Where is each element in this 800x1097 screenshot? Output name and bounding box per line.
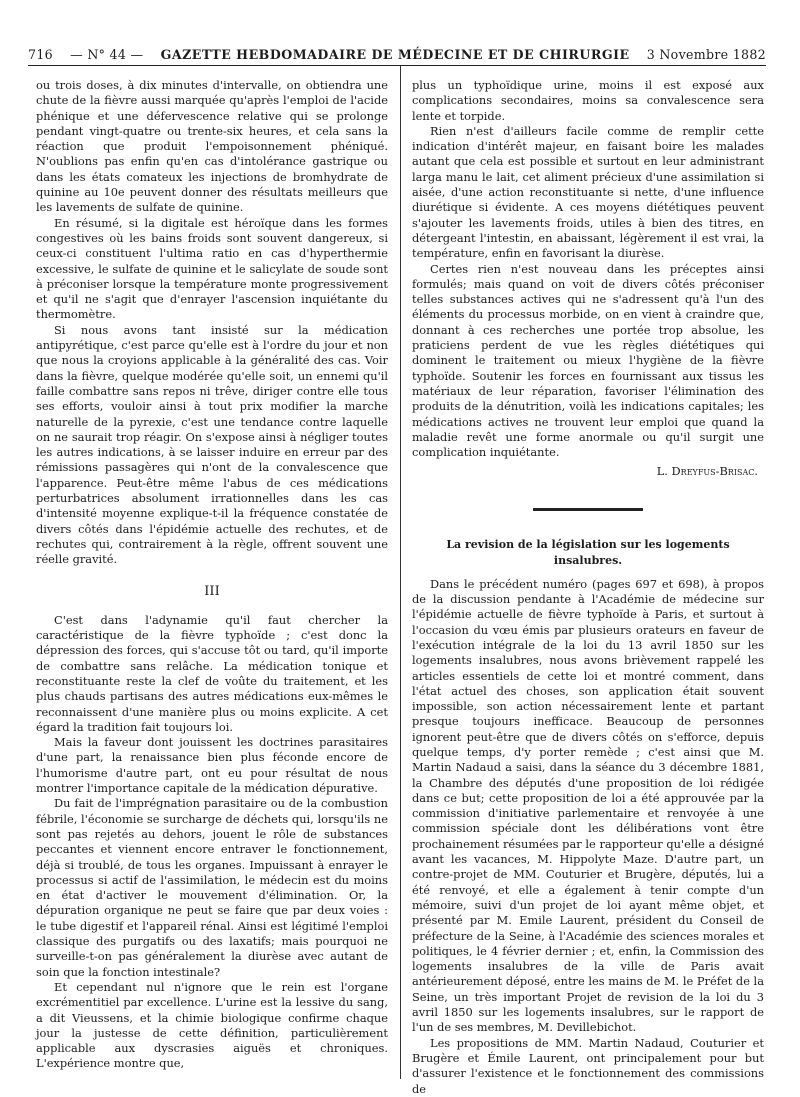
page-number: 716 (28, 47, 53, 62)
author-signature: L. Dreyfus-Brisac. (656, 464, 758, 479)
paragraph: plus un typhoïdique urine, moins il est exposé aux complications secondaires, moins sa convalescence sera lente et torpide. (412, 78, 764, 123)
left-column (36, 78, 388, 1072)
issue-number: — N° 44 — (70, 47, 144, 62)
paragraph: Certes rien n'est nouveau dans les préceptes ainsi formulés; mais quand on voit de divers côtés préconiser telles substances actives qui ne s'adressent qu'à l'un des éléments du processus morbide, on en vient à craindre que, donnant à ces recherches une portée trop absolue, les praticiens perdent de vue les règles diététiques qui dominent le traitement ou mieux l'hygiène de la fièvre typhoïde. Soutenir les forces en fournissant aux tissus les matériaux de leur réparation, favoriser l'élimination des produits de la dénutrition, voilà les indications capitales; les médications actives ne trouvent leur emploi que quand la maladie revêt une forme anormale ou qu'il surgit une complication inquiétante. (412, 261, 764, 460)
paragraph: Dans le précédent numéro (pages 697 et 698), à propos de la discussion pendante à l'Académie de médecine sur l'épidémie actuelle de fièvre typhoïde à Paris, et surtout à l'occasion du vœu émis par plusieurs orateurs en faveur de l'exécution intégrale de la loi du 13 avril 1850 sur les logements insalubres, nous avons brièvement rappelé les articles essentiels de cette loi et montré comment, dans l'état actuel des choses, son application était souvent impossible, son action nécessairement lente et partant presque toujours inefficace. Beaucoup de personnes ignorent peut-être que de divers côtés on s'efforce, depuis quelque temps, d'y porter remède ; c'est ainsi que M. Martin Nadaud a saisi, dans la séance du 3 décembre 1881, la Chambre des députés d'une proposition de loi rédigée dans ce but; cette proposition de loi a été approuvée par la commission d'initiative parlementaire et renvoyée à une commission spéciale dont les délibérations vont être prochainement résumées par le rapporteur qu'elle a désigné avant les vacances, M. Hippolyte Maze. D'autre part, un contre-projet de MM. Couturier et Brugère, députés, lui a été renvoyé, et elle a également à tenir compte d'un mémoire, suivi d'un projet de loi ayant même objet, et présenté par M. Emile Laurent, président du Conseil de préfecture de la Seine, à l'Académie des sciences morales et politiques, le 4 février dernier ; et, enfin, la Commission des logements insalubres de la ville de Paris avait antérieurement déposé, entre les mains de M. le Préfet de la Seine, un très important Projet de revision de la loi du 3 avril 1850 sur les logements insalubres, sur le rapport de l'un de ses membres, M. Devillebichot. (412, 576, 764, 1035)
article-separator (533, 508, 643, 511)
paragraph: Et cependant nul n'ignore que le rein est l'organe excrémentitiel par excellence. L'urine est la lessive du sang, a dit Vieussens, et la chimie biologique confirme chaque jour la justesse de cette définition, particulièrement applicable aux dyscrasies aiguës et chroniques. L'expérience montre que, (36, 979, 388, 1071)
paragraph: ou trois doses, à dix minutes d'intervalle, on obtiendra une chute de la fièvre aussi marquée qu'après l'emploi de l'acide phénique et une défervescence relative qui se prolonge pendant vingt-quatre ou trente-six heures, et cela sans la réaction que produit l'empoisonnement phéniqué. N'oublions pas enfin qu'en cas d'intolérance gastrique ou dans les états comateux les injections de bromhydrate de quinine au 10e peuvent donner des résultats meilleurs que les lavements de sulfate de quinine. (36, 78, 388, 215)
right-column (412, 78, 764, 1097)
page-header (28, 40, 766, 66)
paragraph: Du fait de l'imprégnation parasitaire ou de la combustion fébrile, l'économie se surcharge de déchets qui, lorsqu'ils ne sont pas rejetés au dehors, jouent le rôle de substances peccantes et viennent encore entraver le fonctionnement, déjà si troublé, de tous les organes. Impuissant à enrayer le processus si actif de l'assimilation, le médecin est du moins en état d'activer le mouvement d'élimination. Or, la dépuration organique ne peut se faire que par deux voies : le tube digestif et l'appareil rénal. Ainsi est légitimé l'emploi classique des purgatifs ou des laxatifs; mais pourquoi ne surveille-t-on pas généralement la diurèse avec autant de soin que la fonction intestinale? (36, 796, 388, 979)
issue-date: 3 Novembre 1882 (646, 47, 766, 62)
paragraph: Les propositions de MM. Martin Nadaud, Couturier et Brugère et Émile Laurent, ont principalement pour but d'assurer l'existence et le fonctionnement des commissions de (412, 1035, 764, 1096)
paragraph: Si nous avons tant insisté sur la médication antipyrétique, c'est parce qu'elle est à l'ordre du jour et non que nous la croyions applicable à la généralité des cas. Voir dans la fièvre, quelque modérée qu'elle soit, un ennemi qu'il faille combattre sans repos ni trêve, diriger contre elle tous ses efforts, vouloir ainsi à tout prix modifier la marche naturelle de la pyrexie, c'est une tendance contre laquelle on ne saurait trop réagir. On s'expose ainsi à négliger toutes les autres indications, à se laisser induire en erreur par des rémissions passagères qui n'ont de la convalescence que l'apparence. Peut-être même l'abus de ces médications perturbatrices absolument irrationnelles dans les cas d'intensité moyenne explique-t-il la fréquence constatée de divers côtés dans l'épidémie actuelle des rechutes, et de rechutes qui, contrairement à la règle, offrent souvent une réelle gravité. (36, 322, 388, 567)
paragraph: C'est dans l'adynamie qu'il faut chercher la caractéristique de la fièvre typhoïde ; c'est donc la dépression des forces, qui s'accuse tôt ou tard, qu'il importe de combattre sans relâche. La médication tonique et reconstituante reste la clef de voûte du traitement, et les plus chauds partisans des autres médications eux-mêmes le reconnaissent d'une manière plus ou moins explicite. A cet égard la tradition fait toujours loi. (36, 612, 388, 734)
paragraph: En résumé, si la digitale est héroïque dans les formes congestives où les bains froids sont souvent dangereux, si ceux-ci constituent l'ultima ratio en cas d'hyperthermie excessive, le sulfate de quinine et le salicylate de soude sont à préconiser lorsque la température monte progressivement et qu'il ne s'agit que d'enrayer l'ascension inquiétante du thermomètre. (36, 215, 388, 322)
section-heading: III (204, 583, 220, 599)
paragraph: Mais la faveur dont jouissent les doctrines parasitaires d'une part, la renaissance bien plus féconde encore de l'humorisme d'autre part, ont eu pour résultat de nous montrer l'importance capitale de la médication dépurative. (36, 735, 388, 796)
paragraph: Rien n'est d'ailleurs facile comme de remplir cette indication d'intérêt majeur, en faisant boire les malades autant que cela est possible et surtout en leur administrant larga manu le lait, cet aliment précieux d'une assimilation si aisée, d'une action reconstituante si nette, d'une influence diurétique si évidente. A ces moyens diététiques peuvent s'ajouter les lavements froids, utiles à bien des titres, en détergeant l'intestin, en abaissant, légèrement il est vrai, la température, enfin en favorisant la diurèse. (412, 123, 764, 261)
column-divider (400, 66, 401, 1079)
article-title: La revision de la législation sur les logements insalubres. (446, 537, 730, 567)
journal-title: GAZETTE HEBDOMADAIRE DE MÉDECINE ET DE CHIRURGIE (160, 47, 630, 62)
